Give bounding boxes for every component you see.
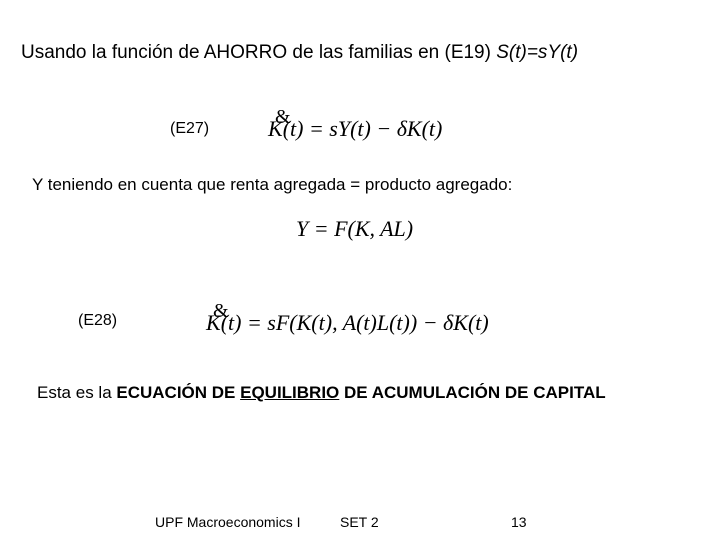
equation-e28 xyxy=(206,310,489,336)
production-function: Y = F(K, AL) xyxy=(296,216,414,241)
conclusion-bold-2: DE ACUMULACIÓN DE CAPITAL xyxy=(339,383,606,402)
intro-text: Y teniendo en cuenta que renta agregada = producto agregado: xyxy=(32,175,513,194)
conclusion-text xyxy=(37,383,606,403)
footer-set: SET 2 xyxy=(340,514,379,530)
equation-e27-dot-mark: & xyxy=(275,106,291,128)
conclusion-prefix: Esta es la xyxy=(37,383,117,402)
conclusion-underlined: EQUILIBRIO xyxy=(240,383,340,402)
equation-e28-lhs: K xyxy=(206,310,221,335)
conclusion-bold-1: ECUACIÓN DE xyxy=(116,383,241,402)
footer-page-number: 13 xyxy=(511,514,527,530)
equation-e28-dot-mark: & xyxy=(213,300,229,322)
equation-label-e27: (E27) xyxy=(170,120,210,137)
equation-e27-rhs: (t) = sY(t) − δK(t) xyxy=(282,116,443,141)
slide-title xyxy=(21,42,578,64)
equation-e28-rhs: (t) = sF(K(t), A(t)L(t)) − δK(t) xyxy=(220,310,489,335)
title-formula: S(t)=sY(t) xyxy=(496,42,579,63)
equation-label-e28: (E28) xyxy=(78,312,118,329)
equation-e27 xyxy=(268,116,442,142)
equation-e27-lhs: K xyxy=(268,116,283,141)
footer-course: UPF Macroeconomics I xyxy=(155,514,301,530)
title-text: Usando la función de AHORRO de las familias en (E19) xyxy=(21,42,497,63)
